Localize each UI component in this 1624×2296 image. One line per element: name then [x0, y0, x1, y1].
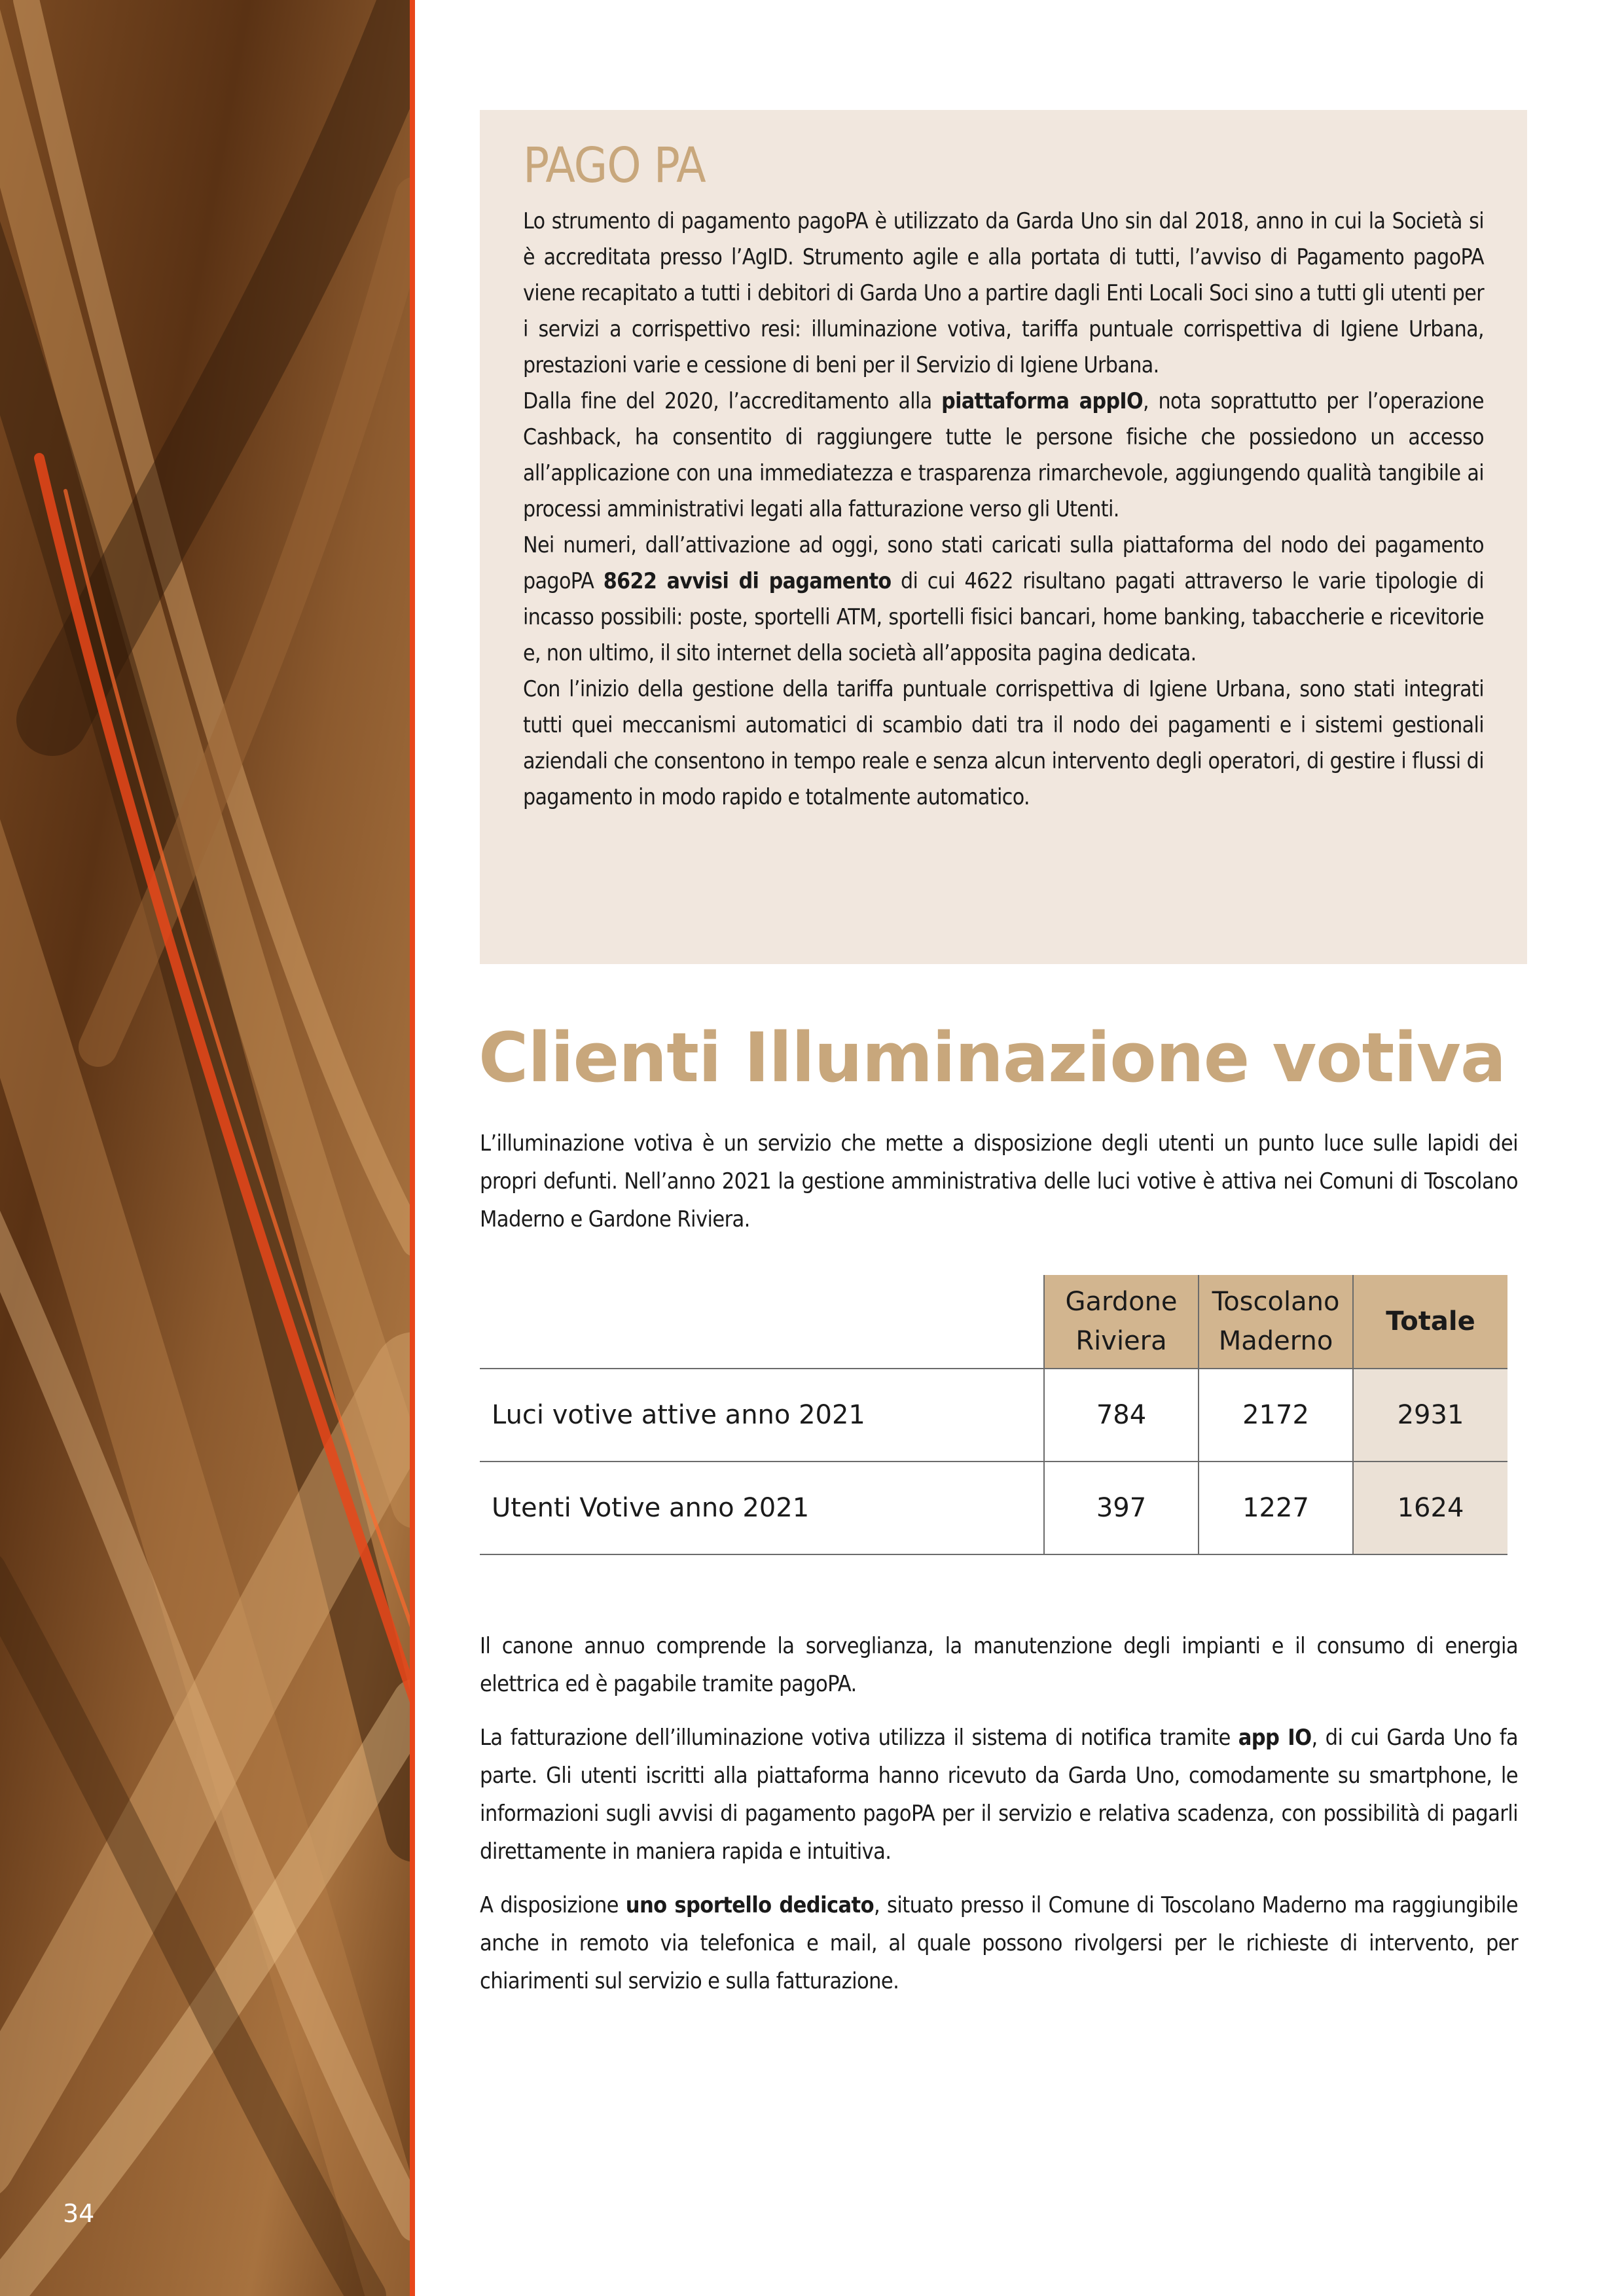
- cell-totale: 1624: [1353, 1462, 1507, 1554]
- table-header-totale: Totale: [1353, 1275, 1507, 1369]
- body-paragraph-2: [480, 1719, 1518, 1871]
- header-line: Riviera: [1075, 1326, 1167, 1356]
- text-span: di cui 4622 risultano pagati attraverso le varie tipologie di incasso possibili: poste, sportelli ATM, sportelli fisici bancari, home banking, tabaccherie e ricevitorie e, non ultimo, il sito internet della società all’apposita pagina dedicata.: [523, 568, 1484, 666]
- section-intro: L’illuminazione votiva è un servizio che mette a disposizione degli utenti un punto luce sulle lapidi dei propri defunti. Nell’anno 2021 la gestione amministrativa delle luci votive è attiva nei Comuni di Toscolano Maderno e Gardone Riviera.: [480, 1130, 1518, 1232]
- text-span: Dalla fine del 2020, l’accreditamento alla: [523, 388, 942, 414]
- text-span: Nei numeri, dall’attivazione ad oggi, sono stati caricati sulla piattaforma del nodo dei pagamento pagoPA: [523, 532, 1484, 594]
- cell-gardone: 784: [1044, 1369, 1199, 1462]
- text-span: , situato presso il Comune di Toscolano Maderno ma raggiungibile anche in remoto via telefonica e mail, al quale possono rivolgersi per le richieste di intervento, per chiarimenti sul servizio e sulla fatturazione.: [480, 1892, 1518, 1994]
- table-row: [480, 1462, 1507, 1554]
- header-line: Toscolano: [1212, 1287, 1340, 1317]
- cell-toscolano: 1227: [1199, 1462, 1353, 1554]
- text-span: , di cui Garda Uno fa parte. Gli utenti iscritti alla piattaforma hanno ricevuto da Garda Uno, comodamente su smartphone, le informazioni sugli avvisi di pagamento pagoPA per il servizio e relativa scadenza, con possibilità di pagarli direttamente in maniera rapida e intuitiva.: [480, 1725, 1519, 1865]
- table-row: [480, 1369, 1507, 1462]
- table-header-row: [480, 1275, 1507, 1369]
- cell-toscolano: 2172: [1199, 1369, 1353, 1462]
- pagopa-box: [480, 110, 1527, 964]
- header-line: Maderno: [1218, 1326, 1333, 1356]
- bold-text: app IO: [1238, 1725, 1312, 1751]
- body-paragraph-1: Il canone annuo comprende la sorveglianza, la manutenzione degli impianti e il consumo di energia elettrica ed è pagabile tramite pagoPA.: [480, 1633, 1518, 1697]
- body-paragraph-3: [480, 1886, 1518, 2000]
- text-span: A disposizione: [480, 1892, 626, 1918]
- pagopa-paragraph-4: Con l’inizio della gestione della tariffa puntuale corrispettiva di Igiene Urbana, sono stati integrati tutti quei meccanismi automatici di scambio dati tra il nodo dei pagamenti e i sistemi gestionali aziendali che consentono in tempo reale e senza alcun intervento degli operatori, di gestire i flussi di pagamento in modo rapido e totalmente automatico.: [523, 676, 1484, 810]
- bold-text: uno sportello dedicato: [625, 1892, 874, 1918]
- wood-texture-image: [0, 0, 415, 2296]
- body-text: [480, 1627, 1518, 2016]
- text-span: , nota soprattutto per l’operazione Cashback, ha consentito di raggiungere tutte le persone fisiche che possiedono un accesso all’applicazione con una immediatezza e trasparenza rimarchevole, aggiungendo qualità tangibile ai processi amministrativi legati alla fatturazione verso gli Utenti.: [523, 388, 1484, 522]
- pagopa-paragraph-3: [523, 527, 1484, 671]
- pagopa-title: PAGO PA: [523, 137, 706, 194]
- bold-text: piattaforma appIO: [941, 388, 1144, 414]
- text-span: La fatturazione dell’illuminazione votiva utilizza il sistema di notifica tramite: [480, 1725, 1238, 1751]
- bold-text: 8622 avvisi di pagamento: [603, 568, 892, 594]
- table-header-empty: [480, 1275, 1044, 1369]
- page-number: 34: [63, 2199, 95, 2228]
- pagopa-paragraph-1: Lo strumento di pagamento pagoPA è utilizzato da Garda Uno sin dal 2018, anno in cui la Società si è accreditata presso l’AgID. Strumento agile e alla portata di tutti, l’avviso di Pagamento pagoPA viene recapitato a tutti i debitori di Garda Uno a partire dagli Enti Locali Soci sino a tutti gli utenti per i servizi a corrispettivo resi: illuminazione votiva, tariffa puntuale corrispettiva di Igiene Urbana, prestazioni varie e cessione di beni per il Servizio di Igiene Urbana.: [523, 208, 1484, 378]
- header-line: Gardone: [1065, 1287, 1178, 1317]
- votive-table: [480, 1275, 1507, 1555]
- table-header-gardone: [1044, 1275, 1199, 1369]
- table-header-toscolano: [1199, 1275, 1353, 1369]
- section-title: Clienti Illuminazione votiva: [478, 1018, 1506, 1098]
- row-label: Luci votive attive anno 2021: [480, 1369, 1044, 1462]
- pagopa-paragraph-2: [523, 383, 1484, 527]
- cell-totale: 2931: [1353, 1369, 1507, 1462]
- decorative-wood-art: [0, 0, 415, 2296]
- cell-gardone: 397: [1044, 1462, 1199, 1554]
- row-label: Utenti Votive anno 2021: [480, 1462, 1044, 1554]
